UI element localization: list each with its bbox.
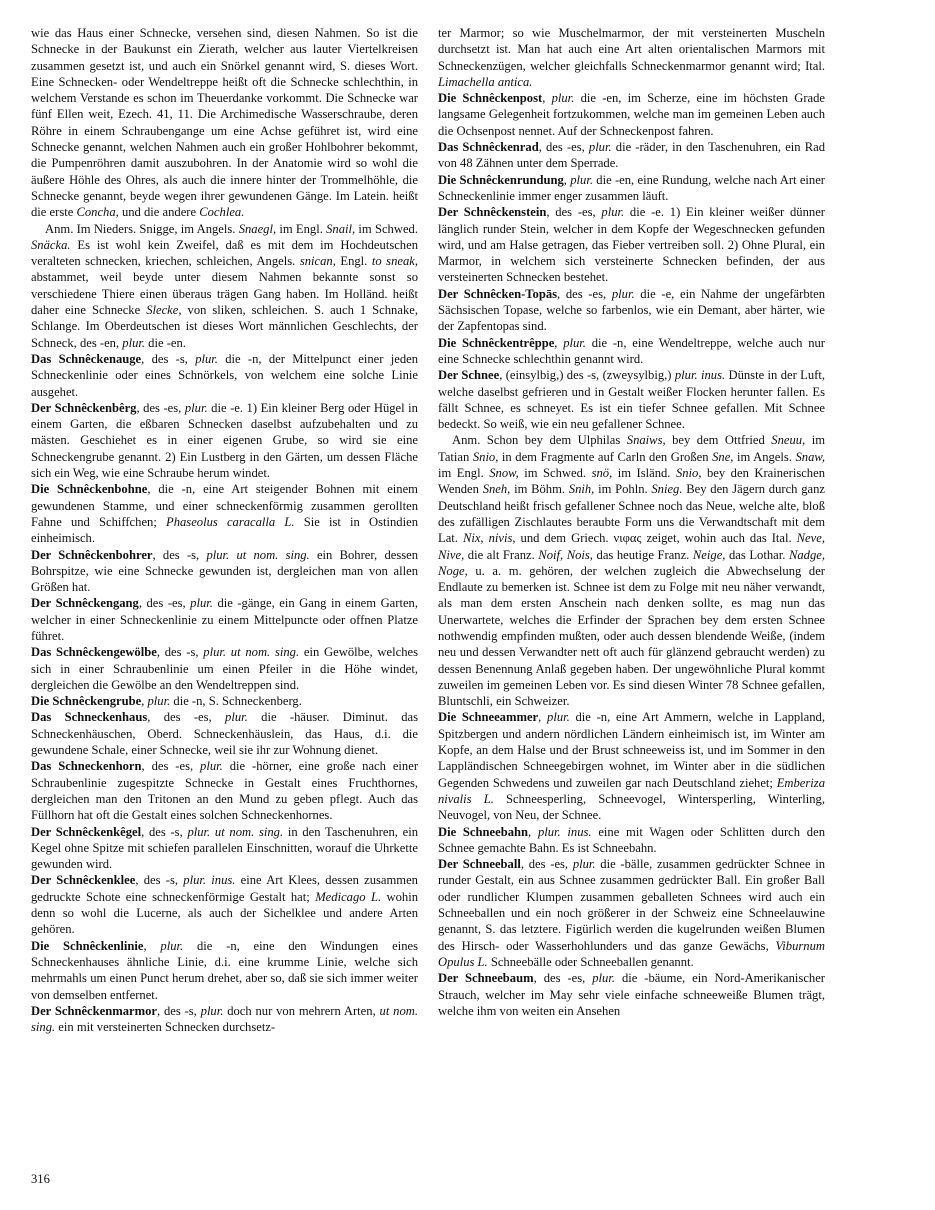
italic-term: plur.: [147, 694, 171, 709]
headword: Der Schnee: [438, 368, 500, 383]
italic-term: Snow,: [489, 466, 519, 481]
entry-text: Engl.: [335, 254, 372, 269]
entry-text: , des -es,: [538, 140, 589, 155]
entry-schneckenberg: [31, 400, 418, 481]
headword: Die Schneeammer: [438, 710, 539, 725]
italic-term: plur. ut nom. sing.: [187, 824, 284, 839]
italic-term: Limachella antica.: [438, 74, 533, 89]
italic-term: plur.: [225, 710, 248, 725]
entry-text: , des -s,: [156, 645, 204, 660]
entry-schneckenhorn: [31, 758, 418, 823]
headword: Die Schnêckenrundung: [438, 172, 564, 187]
entry-text: u. a. m. gehören, der welchen zugleich die Abwechselung der Endlaute zu bemerken ist. Schnee ist dem zu Folge mit neu näher verwandt, als man dem ersten Anschein nach denken sollte, es mag nun das Unerwartete, welches die Erfinder der Sprachen bey dem ersten Schnee nothwendig empfinden mußten, oder auch dessen blendende Weiße, (indem neu und dessen Verwandter nett oft auch für glänzend gebraucht werden) zu dessen Benennung Anlaß gegeben haben. Der ungewöhnliche Plural kommt zuweilen im gemeinen Leben vor. Es sind diesen Winter 78 Schnee gefallen, Bluntschli, ein Schweizer.: [438, 563, 825, 709]
italic-term: Snaiws,: [626, 433, 666, 448]
entry-text: ein mit versteinerten Schnecken durchsetz-: [55, 1020, 276, 1035]
headword: Der Schnêckenbohrer: [31, 547, 153, 562]
entry-text: ,: [538, 710, 548, 725]
italic-term: Snail,: [326, 221, 356, 236]
entry-schnee: [438, 367, 825, 432]
headword: Der Schneebaum: [438, 971, 534, 986]
italic-term: Noif, Nois,: [538, 547, 593, 562]
entry-schneckenauge: [31, 351, 418, 400]
entry-text: im Schwed.: [518, 466, 592, 481]
entry-schneckenkegel: [31, 824, 418, 873]
italic-term: plur.: [184, 400, 208, 415]
entry-schneckenrad: [438, 139, 825, 172]
italic-term: Phaseolus caracalla L.: [166, 514, 295, 529]
italic-term: plur. inus.: [674, 368, 726, 383]
entry-text: ,: [141, 694, 148, 709]
italic-term: Sneh,: [482, 482, 511, 497]
entry-text: , des -es,: [147, 710, 226, 725]
entry-text: in dem Fragmente auf Carln den Großen: [498, 449, 713, 464]
entry-text: die -n, eine Art Ammern, welche in Lappland, Spitzbergen und andern nördlichen Ländern einheimisch ist, im Winter am Kopfe, an dem Halse und der Brust schneeweiss ist, und im Sommer in den Lappländischen Schneegebirgen wohnet, im Winter aber in die südlichen Gegenden Schwedens und zuweilen gar nach Deutschland ziehet;: [438, 710, 826, 790]
entry-text: im Angels.: [733, 449, 796, 464]
italic-term: plur.: [551, 91, 575, 106]
entry-text: die alt Franz.: [464, 547, 539, 562]
entry-text: ,: [143, 938, 161, 953]
entry-text: eine Art Klees, dessen zusammen gedruckte Schote eine schneckenförmige Gestalt hat;: [31, 873, 418, 904]
italic-term: Nix, nivis,: [462, 531, 516, 546]
italic-term: Nadge, Noge,: [438, 547, 825, 578]
entry-text: Anm. Im Nieders. Snigge, im Angels.: [45, 221, 239, 236]
italic-term: Snio,: [675, 466, 702, 481]
entry-text: eine mit Wagen oder Schlitten durch den Schnee gemachte Bahn. Es ist Schneebahn.: [438, 824, 825, 855]
entry-text: , des -es,: [136, 400, 185, 415]
entry-schneebaum: [438, 970, 825, 1019]
entry-text: im Engl.: [438, 466, 490, 481]
headword: Der Schnêckenklee: [31, 873, 136, 888]
left-column: [31, 25, 418, 1035]
entry-text: , des -es,: [141, 759, 201, 774]
headword: Die Schnêckentrêppe: [438, 335, 555, 350]
headword: Der Schnêckengang: [31, 596, 139, 611]
entry-text: die -en.: [145, 335, 186, 350]
entry-schneebahn: [438, 824, 825, 857]
entry-text: , des -s,: [141, 351, 196, 366]
headword: Die Schneebahn: [438, 824, 529, 839]
headword: Der Schnêckenkêgel: [31, 824, 142, 839]
headword: Die Schnêckenpost: [438, 91, 543, 106]
italic-term: plur.: [122, 335, 146, 350]
italic-term: plur.: [563, 335, 586, 350]
italic-term: plur.: [547, 710, 570, 725]
entry-schneckenbohrer: [31, 547, 418, 596]
italic-term: Snieg.: [651, 482, 683, 497]
headword: Der Schnêckenbêrg: [31, 400, 137, 415]
italic-term: plur.: [601, 205, 625, 220]
italic-term: Snih,: [568, 482, 595, 497]
italic-term: plur.: [190, 596, 213, 611]
headword: Der Schnêckenmarmor: [31, 1003, 157, 1018]
entry-text: Dünste in der Luft, welche daselbst gefrieren und in Gestalt weißer Flocken herunter fallen. Es fällt Schnee, es schneyet. Es ist ein tiefer Schnee gefallen. Mit Schnee bedeckt. So weiß, wie ein neu gefallener Schnee.: [438, 368, 825, 432]
annotation-paragraph: [31, 221, 418, 351]
entry-text: ter Marmor; so wie Muschelmarmor, der mit versteinerten Muscheln durchsetzt ist. Man hat auch eine Art alten orientalischen Marmors mit Schneckenzügen, welcher gleichfalls Schneckenmarmor genannt wird; Ital.: [438, 26, 825, 73]
entry-text: die -n, eine Wendeltreppe, welche auch nur eine Schnecke schlechthin genannt wird.: [438, 335, 826, 366]
text-block: [438, 25, 825, 90]
headword: Die Schnêckengrube: [31, 694, 142, 709]
italic-term: Snäcka.: [31, 237, 71, 252]
italic-term: plur.: [592, 971, 615, 986]
entry-text: abstammet, weil beyde unter diesem Nahmen bekannte sonst so verschiedene Thiere einen überaus trägen Gang haben. Im Holländ. heißt daher eine Schnecke: [31, 270, 418, 318]
italic-term: plur.: [572, 857, 596, 872]
italic-term: plur.: [200, 1003, 224, 1018]
entry-text: die -n, der Mittelpunct einer jeden Schneckenlinie oder eines Schnörkels, von welchem eine solche Linie ausgehet.: [31, 351, 418, 399]
entry-text: von sliken, schleichen. S. auch 1 Schnake, Schlange. Im Oberdeutschen ist dieses Wort männlichen Geschlechts, der Schneck, des -en,: [31, 303, 418, 350]
headword: Der Schneeball: [438, 857, 521, 872]
entry-schneckenhaus: [31, 709, 418, 758]
headword: Der Schnêcken-Topās: [438, 286, 558, 301]
entry-text: die -e, ein Nahme der ungefärbten Sächsischen Topase, welche so farbenlos, wie ein Demant, aber härter, wie der Zapfentopas sind.: [438, 286, 826, 334]
italic-term: plur.: [611, 286, 635, 301]
italic-term: plur.: [195, 351, 218, 366]
page-number: 316: [31, 1172, 50, 1186]
entry-schneckenrundung: [438, 172, 825, 205]
entry-schneeammer: [438, 709, 825, 823]
entry-text: , des -s,: [152, 547, 207, 562]
italic-term: Neige,: [692, 547, 726, 562]
entry-schneckenmarmor: [31, 1003, 418, 1036]
entry-schneckenstein: [438, 204, 825, 285]
headword: Das Schneckenhorn: [31, 759, 142, 774]
headword: Das Schneckenhaus: [31, 710, 148, 725]
entry-text: im Tatian: [438, 433, 826, 464]
annotation-paragraph: [438, 432, 825, 709]
entry-text: die -bäume, ein Nord-Amerikanischer Strauch, welcher im May sehr viele einfache schneeweiße Blumen trägt, welche ihm von weiten ein Ansehen: [438, 971, 825, 1018]
entry-schneeball: [438, 856, 825, 970]
italic-term: Snaegl,: [238, 221, 277, 236]
entry-text: ,: [528, 824, 538, 839]
entry-text: Sie ist in Ostindien einheimisch.: [31, 514, 418, 546]
entry-text: Es ist wohl kein Zweifel, daß es mit dem im Hochdeutschen veralteten schnecken, kriechen, schleichen, Angels.: [31, 237, 418, 269]
entry-text: , des -es,: [520, 857, 573, 872]
italic-term: Slecke,: [146, 303, 182, 318]
right-column: [438, 25, 825, 1019]
entry-text: die -n, eine den Windungen eines Schneckenhauses ähnliche Linie, d.i. eine krumme Linie, welche sich mehrmahls um einen Punct herum drehet, aber so, daß sie sich immer weiter von demselben entfernet.: [31, 938, 418, 1002]
entry-text: ,: [563, 172, 571, 187]
headword: Die Schnêckenbohne: [31, 482, 148, 497]
entry-text: bey den Krainerischen Wenden: [438, 466, 825, 497]
entry-schneckentreppe: [438, 335, 825, 368]
entry-schneckengewoelbe: [31, 644, 418, 693]
entry-text: Schneebälle oder Schneeballen genannt.: [487, 954, 694, 969]
italic-term: plur. ut nom. sing.: [206, 547, 310, 562]
italic-term: Sne,: [712, 449, 734, 464]
italic-term: plur.: [160, 938, 184, 953]
italic-term: ut nom. sing.: [31, 1003, 418, 1035]
entry-text: , des -s,: [141, 824, 188, 839]
entry-text: Schneesperling, Schneevogel, Wintersperling, Winterling, Neuvogel, von Neu, der Schnee.: [438, 791, 825, 823]
entry-text: bey dem Ottfried: [665, 433, 772, 448]
entry-schneckenbohne: [31, 481, 418, 546]
italic-term: Emberiza nivalis L.: [438, 775, 825, 806]
headword: Die Schnêckenlinie: [31, 938, 144, 953]
entry-text: die -e. 1) Ein kleiner weißer dünner länglich runder Stein, welcher in dem Kopfe der Wegeschnecken gefunden wird, und am Halse getragen, das Fieber vertreiben soll. 2) Ohne Plural, ein Marmor, in welchem sich versteinerte Schnecken befinden, der aus versteinerten Schnecken bestehet.: [438, 205, 825, 285]
italic-term: plur. inus.: [537, 824, 592, 839]
entry-text: , die -n, eine Art steigender Bohnen mit einem gewundenen Stamme, und einer schneckenförmig zusammen gerollten Fahne und Schiffchen;: [31, 482, 418, 529]
italic-term: snö,: [591, 466, 613, 481]
headword: Das Schnêckengewölbe: [31, 645, 157, 660]
entry-text: , des -es,: [557, 286, 612, 301]
italic-term: snican,: [299, 254, 336, 269]
entry-text: im Schwed.: [355, 221, 418, 236]
italic-term: Neve, Nive,: [438, 531, 825, 562]
headword: Das Schnêckenauge: [31, 351, 142, 366]
entry-schneckenpost: [438, 90, 825, 139]
italic-term: Snio,: [472, 449, 499, 464]
entry-text: die -hörner, eine große nach einer Schraubenlinie zugespitzte Schnecke in Gestalt eines Fruchthornes, dergleichen man den Tritonen an den Mund zu geben pflegt. Auch das Füllhorn hat oft die Gestalt eines solchen Schneckenhornes.: [31, 759, 419, 823]
entry-text: in den Taschenuhren, ein Kegel ohne Spitze mit schiefen parallelen Einschnitten, worauf die Uhrkette gewunden wird.: [31, 824, 419, 872]
italic-term: Snaw,: [795, 449, 826, 464]
entry-schneckengrube: [31, 693, 418, 709]
italic-term: Cochlea.: [199, 205, 245, 220]
entry-text: Anm. Schon bey dem Ulphilas: [452, 433, 627, 448]
headword: Das Schnêckenrad: [438, 140, 539, 155]
entry-text: ,: [542, 91, 552, 106]
italic-term: plur.: [570, 172, 593, 187]
entry-text: wohin denn so wohl die Lucerne, als auch der Sichelklee und andere Arten gehören.: [31, 889, 418, 937]
entry-text: , des -s,: [157, 1003, 201, 1018]
entry-text: die -bälle, zusammen gedrückter Schnee in runder Gestalt, ein aus Schnee zusammen gedrückter Ball. Ein großer Ball oder rundlicher Klumpen zusammen geballeten Schnees wird auch ein Schneeballen und ein noch größerer in der Schweiz eine Schneelauwine genannt, S. das letztere. Figürlich werden die kugelrunden weißen Blumen des Hirsch- oder Wasserhohlunders und das ganze Gewächs,: [438, 857, 825, 953]
entry-text: ,: [554, 335, 564, 350]
italic-term: Concha,: [76, 205, 119, 220]
entry-text: das heutige Franz.: [592, 547, 693, 562]
italic-term: to sneak,: [371, 254, 418, 269]
entry-text: , (einsylbig,) des -s, (zweysylbig,): [499, 368, 675, 383]
entry-schnecken-topas: [438, 286, 825, 335]
italic-term: Viburnum Opulus L.: [438, 938, 825, 969]
entry-text: ein Bohrer, dessen Bohrspitze, wie eine Schnecke gewunden ist, dergleichen man von allen Größen hat.: [31, 547, 419, 595]
entry-text: und dem Griech. νιφας zeiget, wohin auch das Ital.: [515, 531, 797, 546]
entry-text: , des -es,: [138, 596, 191, 611]
italic-term: plur.: [588, 140, 612, 155]
entry-text: Bey den Jägern durch ganz Deutschland heißt frisch gefallener Schnee noch das Neue, welche alte, bloß des zufälligen Zischlautes beraubte Form uns die Verwandtschaft mit dem Lat.: [438, 482, 825, 546]
italic-term: plur. ut nom. sing.: [203, 645, 300, 660]
entry-text: ein Gewölbe, welches sich in einer Schraubenlinie um einen Pfeiler in die Höhe windet, dergleichen die Gewölbe an den Wendeltreppen sind.: [31, 645, 418, 692]
entry-schneckengang: [31, 595, 418, 644]
entry-text: wie das Haus einer Schnecke, versehen sind, diesen Nahmen. So ist die Schnecke in der Baukunst ein Zierath, welcher aus lauter Viertelkreisen zusammen gesetzt ist, und auch ein Snörkel genannt wird, S. dieses Wort. Eine Schnecken- oder Wendeltreppe heißt oft die Schnecke schlechthin, in welchem Verstande es schon im Theuerdanke vorkommt. Die Schnecke war fünf Ellen weit, Ezech. 41, 11. Die Archimedische Wasserschraube, deren Röhre in einem Schraubengange um eine Achse geführet ist, wird eine Schnecke genannt, welchen Nahmen auch ein großer Hohlbohrer bekommt, die Pumpenröhren damit auszubohren. In der Anatomie wird so wohl die äußere Höhle des Ohres, als auch die innere hinter der Trommelhöhle, die Schnecke genannt, beyde wegen ihrer gewundenen Gänge. Im Latein. heißt die erste: [31, 26, 418, 220]
entry-text: das Lothar.: [725, 547, 789, 562]
entry-text: im Isländ.: [612, 466, 676, 481]
italic-term: plur.: [200, 759, 223, 774]
headword: Der Schnêckenstein: [438, 205, 547, 220]
text-block: [31, 25, 418, 221]
entry-text: , des -es,: [533, 971, 593, 986]
entry-text: und die andere: [118, 205, 200, 220]
entry-text: die -en, eine Rundung, welche nach Art einer Schneckenlinie immer enger zusammen läuft.: [438, 172, 825, 203]
entry-text: die -e. 1) Ein kleiner Berg oder Hügel in einem Garten, die eßbaren Schnecken daselbst aufzubehalten und zu mästen. Geschiehet es in einer eigenen Grube, so wird sie eine Schneckengrube genannt. 2) Ein Lustberg in den Gärten, um dessen Fläche sich ein Weg, wie eine Schraube herum windet.: [31, 400, 418, 481]
entry-text: die -en, im Scherze, eine im höchsten Grade langsame Gelegenheit fortzukommen, welche man im gemeinen Leben auch die Ochsenpost nennet. Auf der Schneckenpost fahren.: [438, 91, 825, 138]
italic-term: plur. inus.: [183, 873, 236, 888]
entry-text: im Pohln.: [594, 482, 652, 497]
entry-text: , des -es,: [546, 205, 602, 220]
italic-term: Medicago L.: [315, 889, 382, 904]
entry-text: im Engl.: [276, 221, 327, 236]
entry-schneckenlinie: [31, 938, 418, 1003]
entry-schneckenklee: [31, 872, 418, 937]
entry-text: im Böhm.: [510, 482, 569, 497]
italic-term: Sneuu,: [771, 433, 806, 448]
entry-text: die -räder, in den Taschenuhren, ein Rad von 48 Zähnen unter dem Sperrade.: [438, 140, 826, 171]
entry-text: doch nur von mehrern Arten,: [223, 1003, 380, 1018]
entry-text: die -gänge, ein Gang in einem Garten, welcher in einer Schneckenlinie zu einem Mittelpuncte oder offnen Platze führet.: [31, 596, 418, 643]
entry-text: , des -s,: [135, 873, 184, 888]
entry-text: die -häuser. Diminut. das Schneckenhäuschen, Oberd. Schneckenhäuslein, das Haus, d.i. die gewundene Schale, einer Schnecke, weil sie ihr zur Wohnung dienet.: [31, 710, 418, 758]
entry-text: die -n, S. Schneckenberg.: [170, 694, 302, 709]
